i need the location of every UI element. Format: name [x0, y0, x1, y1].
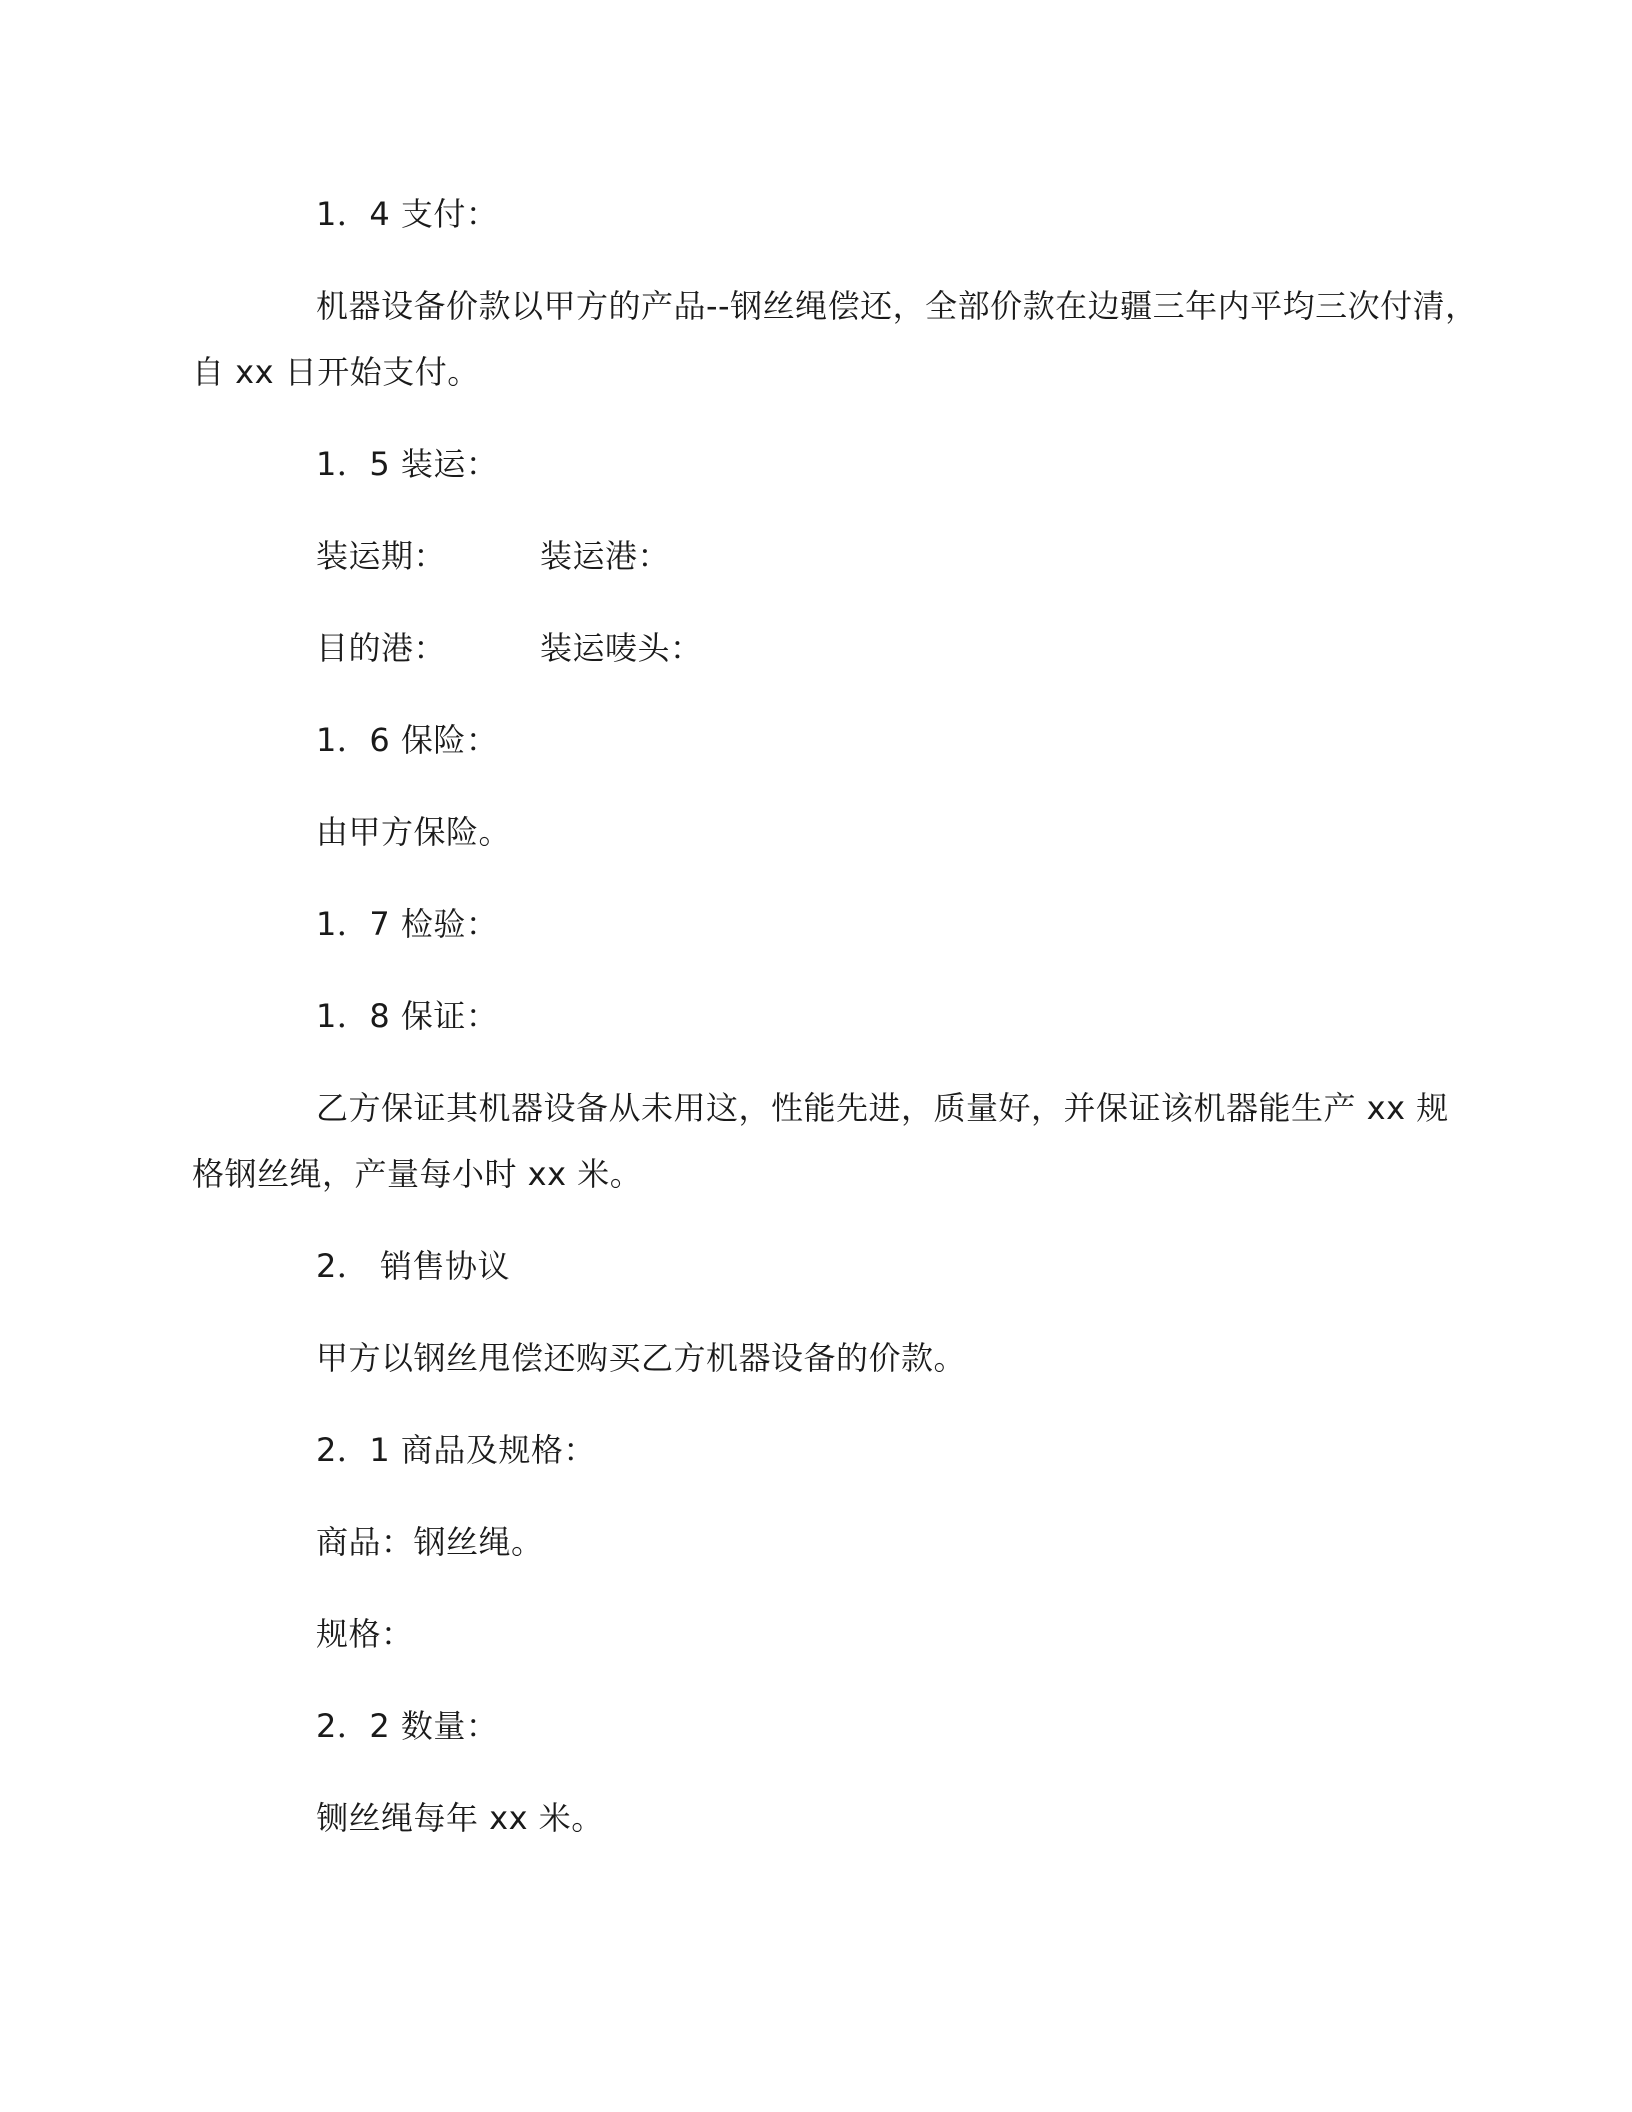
destination-port-label: 目的港： — [316, 629, 447, 667]
insurance-paragraph: 由甲方保险。 — [316, 813, 512, 851]
guarantee-paragraph-line-1: 乙方保证其机器设备从未用这，性能先进，质量好，并保证该机器能生产 xx 规 — [316, 1089, 1449, 1127]
shipment-period-label: 装运期： — [316, 537, 447, 575]
shipment-port-label: 装运港： — [540, 537, 671, 575]
section-1-7-heading: 1．7 检验： — [316, 905, 499, 943]
commodity-line: 商品：钢丝绳。 — [316, 1523, 544, 1561]
section-2-heading: 2． 销售协议 — [316, 1247, 511, 1285]
section-2-1-heading: 2．1 商品及规格： — [316, 1431, 596, 1469]
section-1-5-heading: 1．5 装运： — [316, 445, 499, 483]
quantity-paragraph: 铡丝绳每年 xx 米。 — [316, 1799, 604, 1837]
shipping-mark-label: 装运唛头： — [540, 629, 703, 667]
section-1-6-heading: 1．6 保险： — [316, 721, 499, 759]
payment-paragraph-line-2: 自 xx 日开始支付。 — [192, 353, 480, 391]
section-2-2-heading: 2．2 数量： — [316, 1707, 499, 1745]
section-1-8-heading: 1．8 保证： — [316, 997, 499, 1035]
specification-line: 规格： — [316, 1615, 414, 1653]
payment-paragraph-line-1: 机器设备价款以甲方的产品--钢丝绳偿还，全部价款在边疆三年内平均三次付清， — [316, 287, 1478, 325]
section-1-4-heading: 1．4 支付： — [316, 195, 499, 233]
guarantee-paragraph-line-2: 格钢丝绳，产量每小时 xx 米。 — [192, 1155, 643, 1193]
sales-agreement-paragraph: 甲方以钢丝甩偿还购买乙方机器设备的价款。 — [316, 1339, 967, 1377]
